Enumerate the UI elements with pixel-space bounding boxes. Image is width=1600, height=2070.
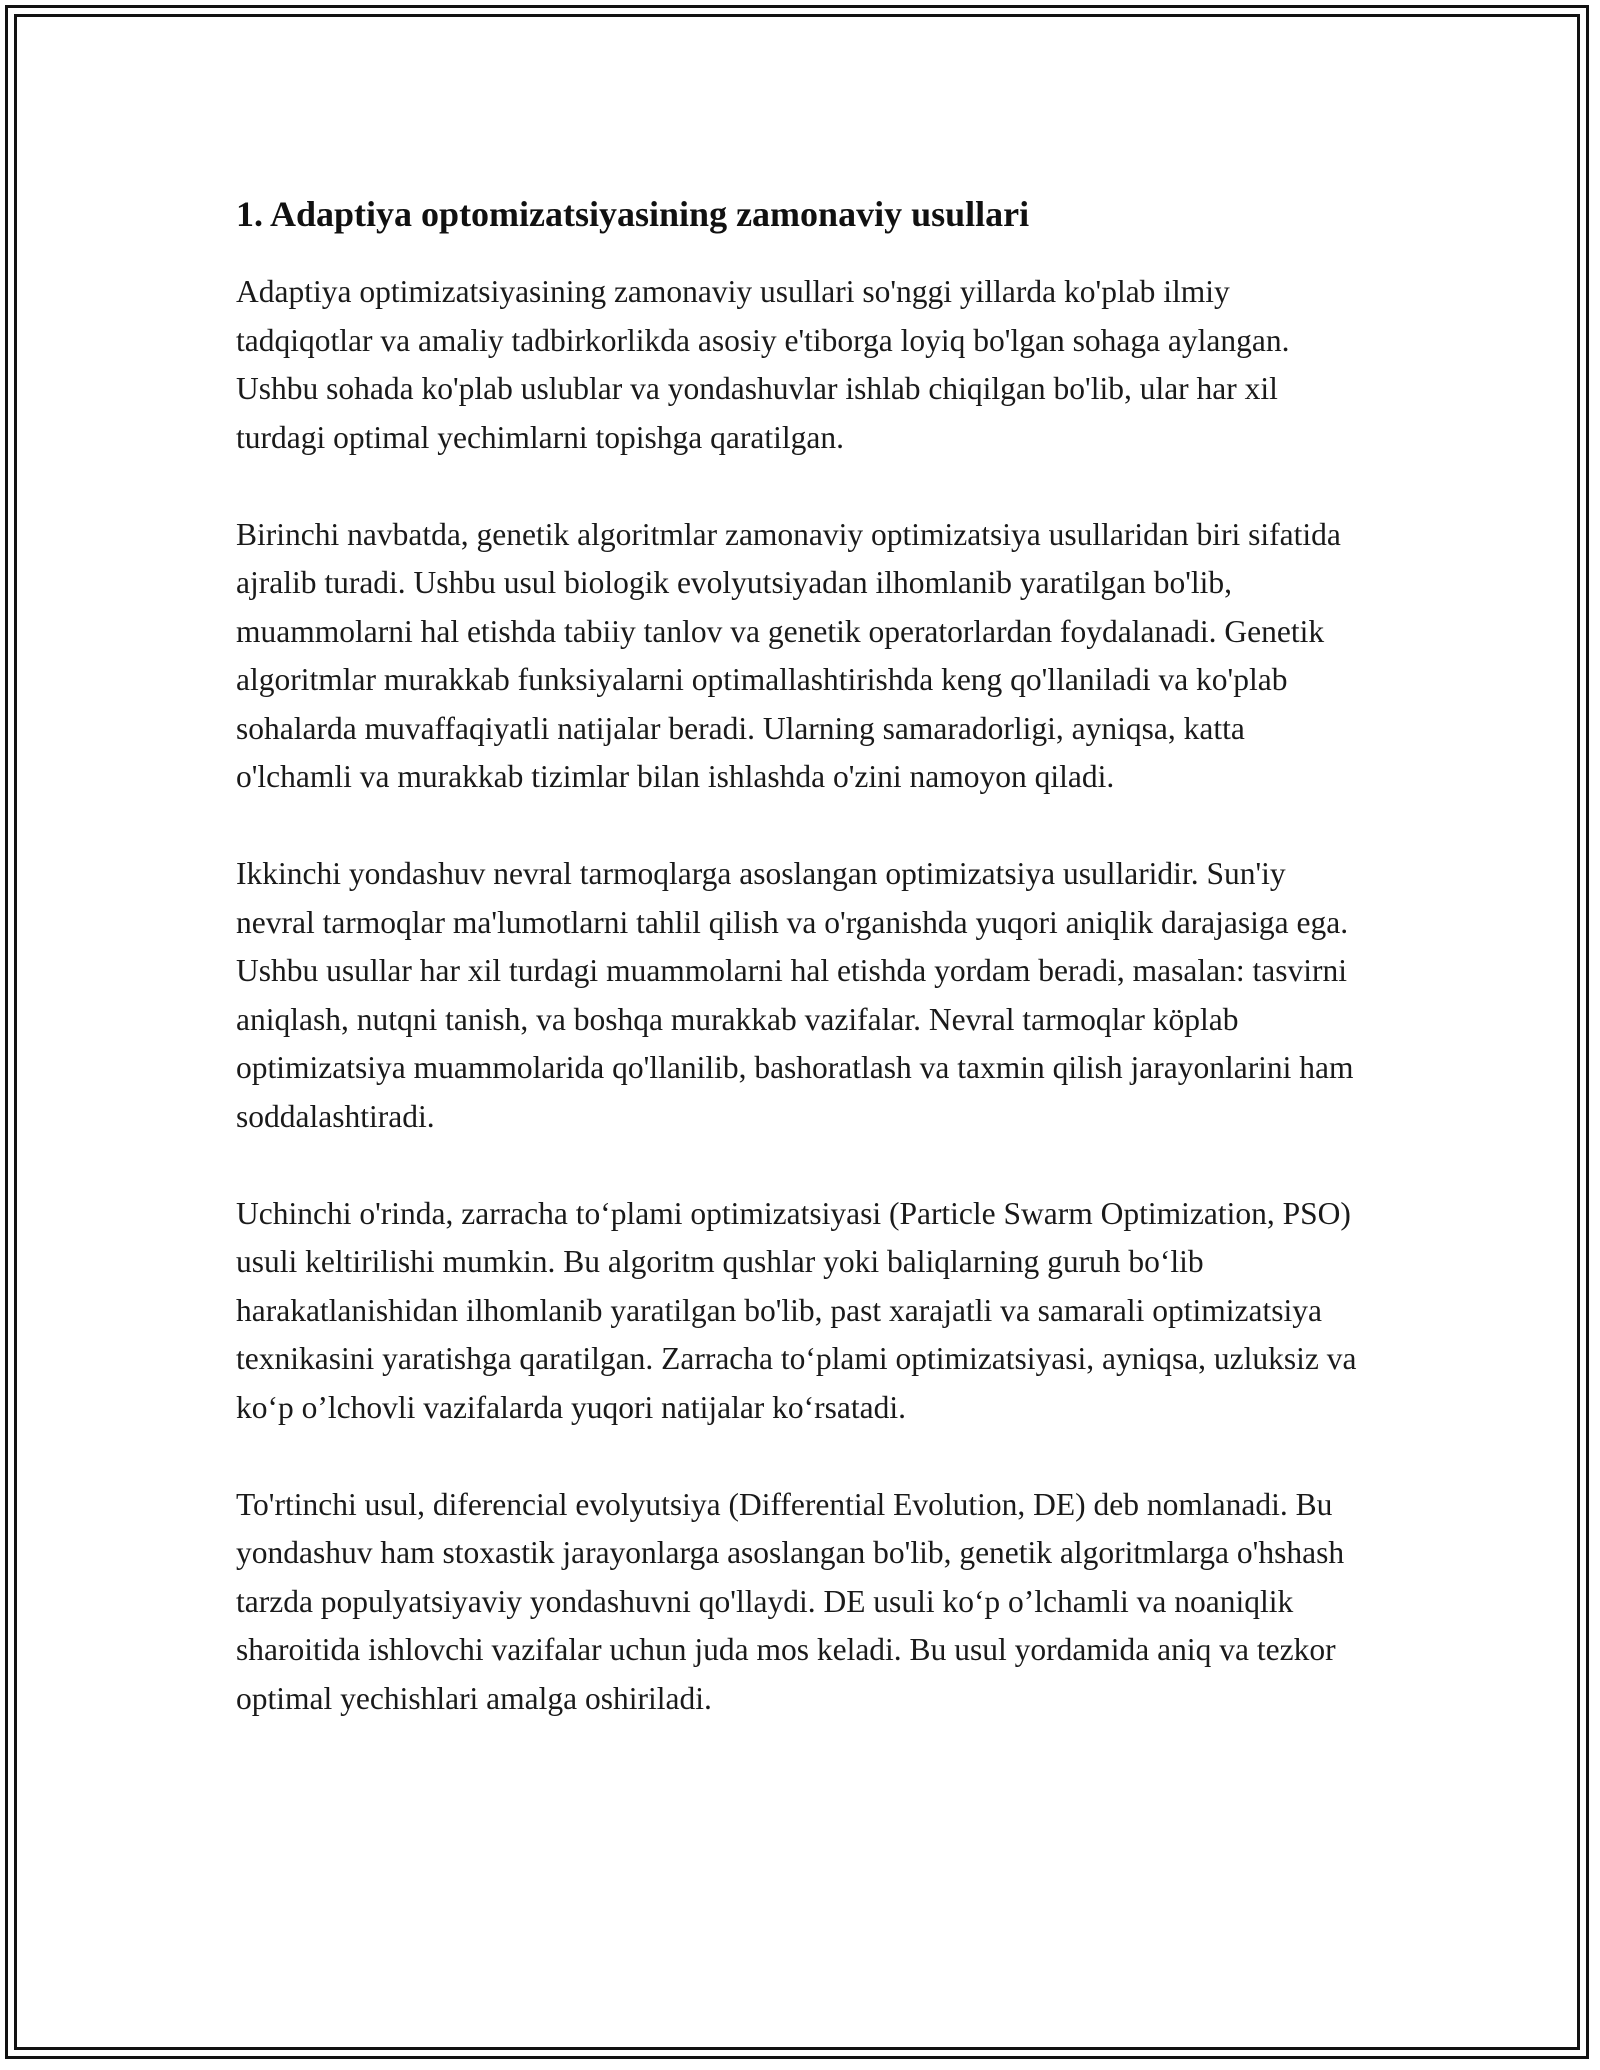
paragraph-particle-swarm: Uchinchi o'rinda, zarracha to‘plami optimizatsiyasi (Particle Swarm Optimization, PSO) usuli keltirilishi mumkin. Bu algoritm qushlar yoki baliqlarning guruh bo‘lib harakatlanishidan ilhomlanib yaratilgan bo'lib, past xarajatli va samarali optimizatsiya texnikasini yaratishga qaratilgan. Zarracha to‘plami optimizatsiyasi, ayniqsa, uzluksiz va ko‘p o’lchovli vazifalarda yuqori natijalar ko‘rsatadi. xyxy=(236,1195,1357,1425)
document-body xyxy=(236,180,1366,1772)
paragraph-differential-evolution: To'rtinchi usul, diferencial evolyutsiya (Differential Evolution, DE) deb nomlanadi. Bu yondashuv ham stoxastik jarayonlarga asoslangan bo'lib, genetik algoritmlarga o'hshash tarzda populyatsiyaviy yondashuvni qo'llaydi. DE usuli ko‘p o’lchamli va noaniqlik sharoitida ishlovchi vazifalar uchun juda mos keladi. Bu usul yordamida aniq va tezkor optimal yechishlari amalga oshiriladi. xyxy=(236,1486,1345,1716)
paragraph-genetic-algorithms: Birinchi navbatda, genetik algoritmlar zamonaviy optimizatsiya usullaridan biri sifatida ajralib turadi. Ushbu usul biologik evolyutsiyadan ilhomlanib yaratilgan bo'lib, muammolarni hal etishda tabiiy tanlov va genetik operatorlardan foydalanadi. Genetik algoritmlar murakkab funksiyalarni optimallashtirishda keng qo'llaniladi va ko'plab sohalarda muvaffaqiyatli natijalar beradi. Ularning samaradorligi, ayniqsa, katta o'lchamli va murakkab tizimlar bilan ishlashda o'zini namoyon qiladi. xyxy=(236,516,1341,794)
section-heading: 1. Adaptiya optomizatsiyasining zamonaviy usullari xyxy=(236,194,1030,234)
paragraph-neural-networks: Ikkinchi yondashuv nevral tarmoqlarga asoslangan optimizatsiya usullaridir. Sun'iy nevral tarmoqlar ma'lumotlarni tahlil qilish va o'rganishda yuqori aniqlik darajasiga ega. Ushbu usullar har xil turdagi muammolarni hal etishda yordam beradi, masalan: tasvirni aniqlash, nutqni tanish, va boshqa murakkab vazifalar. Nevral tarmoqlar köplab optimizatsiya muammolarida qo'llanilib, bashoratlash va taxmin qilish jarayonlarini ham soddalashtiradi. xyxy=(236,856,1354,1134)
paragraph-intro: Adaptiya optimizatsiyasining zamonaviy usullari so'nggi yillarda ko'plab ilmiy tadqiqotlar va amaliy tadbirkorlikda asosiy e'tiborga loyiq bo'lgan sohaga aylangan. Ushbu sohada ko'plab uslublar va yondashuvlar ishlab chiqilgan bo'lib, ular har xil turdagi optimal yechimlarni topishga qaratilgan. xyxy=(236,274,1290,455)
